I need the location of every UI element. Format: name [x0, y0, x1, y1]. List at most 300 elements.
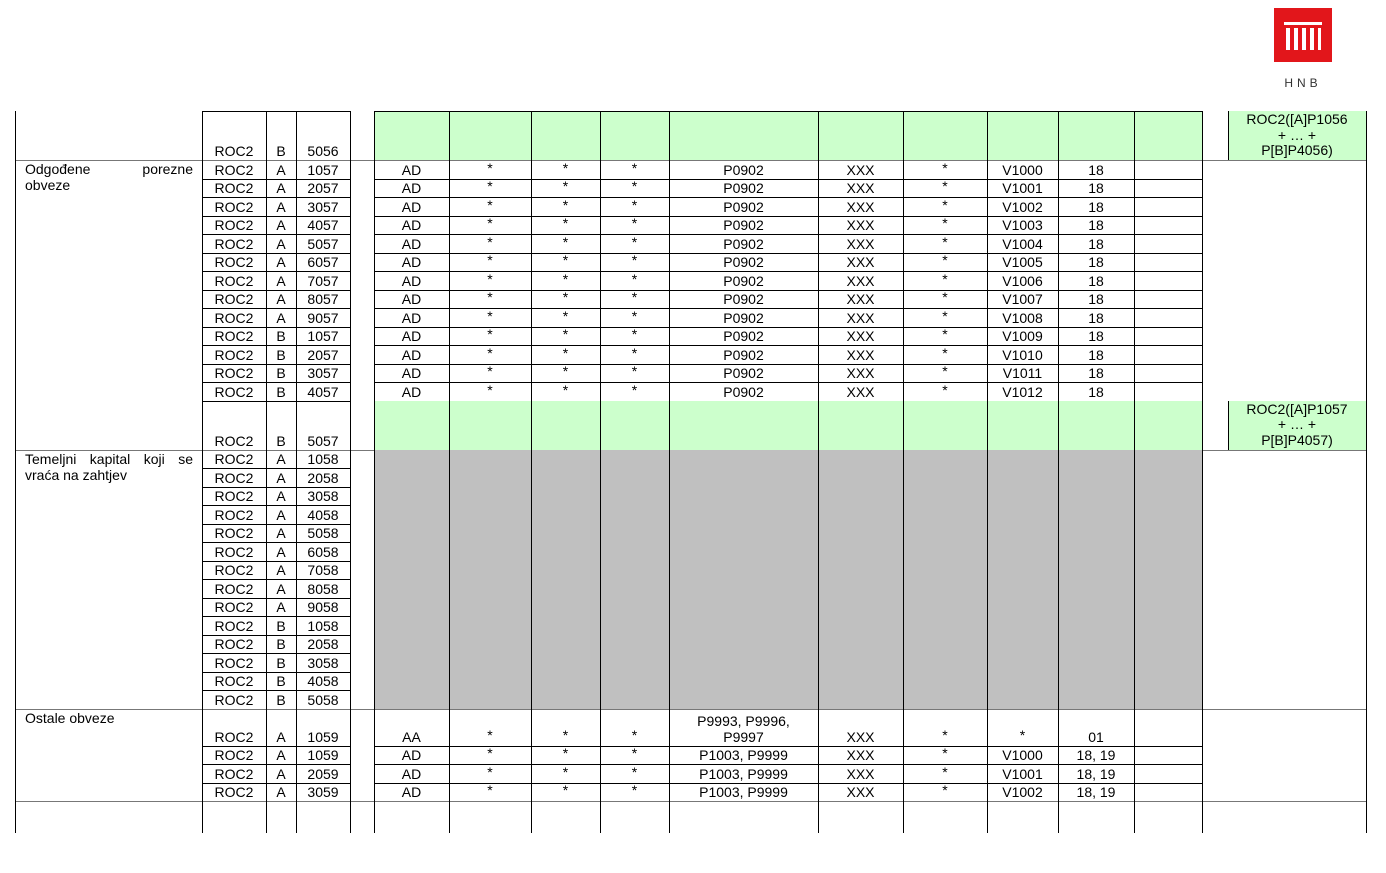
row-line-code: 1058	[307, 451, 339, 467]
row-column-code: B	[276, 383, 286, 400]
row-line-code: 4057	[307, 217, 339, 233]
row-form-code: ROC2	[214, 673, 254, 689]
row-form-code: ROC2	[214, 309, 254, 326]
row-form-code: ROC2	[214, 328, 254, 344]
cell-value: P0902	[723, 180, 764, 196]
row-column-code: A	[276, 198, 286, 215]
cell-value: P1003, P9999	[699, 784, 788, 800]
cell-value: XXX	[846, 365, 875, 381]
row-form-code: ROC2	[214, 784, 254, 800]
sum-fill	[374, 111, 1202, 160]
cell-value: *	[562, 726, 569, 743]
cell-value: AD	[401, 198, 422, 215]
row-column-code: A	[276, 747, 286, 763]
grid-vline	[600, 111, 601, 833]
cell-value: *	[942, 307, 948, 324]
cell-value: XXX	[846, 291, 875, 307]
cell-value: *	[631, 344, 638, 361]
cell-value: *	[942, 363, 948, 379]
cell-value: P0902	[723, 309, 764, 326]
cell-value: XXX	[846, 328, 875, 344]
cell-value: P0902	[723, 198, 764, 215]
row-form-code: ROC2	[214, 272, 254, 289]
cell-value: 18	[1088, 272, 1104, 289]
cell-value: *	[562, 326, 569, 342]
cell-value: XXX	[846, 217, 875, 233]
cell-value: XXX	[846, 272, 875, 289]
row-line-code: 2057	[307, 346, 339, 363]
grid-vline	[669, 111, 670, 833]
cell-value: *	[942, 233, 948, 250]
cell-value: *	[487, 159, 493, 176]
row-divider-left	[202, 401, 350, 402]
cell-value: V1001	[1002, 765, 1043, 782]
cell-value: AD	[401, 217, 422, 233]
grid-vline	[903, 111, 904, 833]
cell-value: *	[1019, 726, 1026, 743]
cell-value: V1010	[1002, 346, 1043, 363]
empty-fill	[374, 505, 1202, 524]
row-column-code: A	[276, 488, 286, 504]
cell-value: AD	[401, 272, 422, 289]
cell-value: V1004	[1002, 235, 1043, 252]
row-column-code: A	[276, 161, 286, 178]
row-line-code: 5058	[307, 691, 339, 708]
cell-value: *	[487, 307, 493, 324]
cell-value: *	[631, 363, 638, 379]
row-line-code: 8058	[307, 580, 339, 597]
row-form-code: ROC2	[214, 654, 254, 671]
cell-value: *	[562, 215, 569, 231]
cell-value: *	[631, 215, 638, 231]
cell-value: AD	[401, 291, 422, 307]
row-form-code: ROC2	[214, 291, 254, 307]
row-form-code: ROC2	[214, 235, 254, 252]
cell-value: 18	[1088, 383, 1104, 400]
cell-value: 18	[1088, 254, 1104, 270]
cell-value: *	[562, 307, 569, 324]
cell-value: P0902	[723, 254, 764, 270]
row-column-code: A	[276, 525, 286, 541]
sum-fill	[374, 401, 1202, 450]
formula-border	[1228, 111, 1229, 160]
sum-formula: + … +	[1277, 126, 1317, 143]
row-line-code: 1059	[307, 728, 339, 745]
grid-vline	[374, 111, 375, 833]
cell-value: *	[631, 381, 638, 398]
row-form-code: ROC2	[214, 488, 254, 504]
row-form-code: ROC2	[214, 469, 254, 486]
cell-value: P9997	[723, 728, 764, 745]
cell-value: V1006	[1002, 272, 1043, 289]
cell-value: *	[942, 344, 948, 361]
cell-value: XXX	[846, 765, 875, 782]
row-form-code: ROC2	[214, 525, 254, 541]
cell-value: *	[487, 326, 493, 342]
cell-value: *	[487, 196, 493, 213]
row-column-code: A	[276, 562, 286, 578]
cell-value: XXX	[846, 747, 875, 763]
cell-value: *	[487, 215, 493, 231]
grid-vline	[350, 111, 351, 833]
cell-value: XXX	[846, 235, 875, 252]
row-form-code: ROC2	[214, 180, 254, 196]
cell-value: *	[631, 159, 638, 176]
cell-value: *	[487, 363, 493, 379]
cell-value: XXX	[846, 198, 875, 215]
empty-fill	[374, 672, 1202, 691]
cell-value: *	[487, 178, 493, 194]
row-form-code: ROC2	[214, 217, 254, 233]
row-line-code: 3057	[307, 198, 339, 215]
cell-value: P0902	[723, 161, 764, 178]
row-form-code: ROC2	[214, 691, 254, 708]
row-column-code: A	[276, 543, 286, 560]
cell-value: *	[487, 252, 493, 268]
row-column-code: A	[276, 728, 286, 745]
grid-vline	[531, 111, 532, 833]
cell-value: 18	[1088, 365, 1104, 381]
row-line-code: 2059	[307, 765, 339, 782]
row-line-code: 4058	[307, 506, 339, 523]
row-line-code: 3058	[307, 488, 339, 504]
cell-value: *	[487, 726, 493, 743]
cell-value: V1011	[1002, 365, 1043, 381]
cell-value: *	[942, 159, 948, 176]
cell-value: AD	[401, 309, 422, 326]
cell-value: P0902	[723, 272, 764, 289]
cell-value: *	[562, 745, 569, 761]
cell-value: *	[631, 782, 638, 798]
sum-formula: ROC2([A]P1056	[1246, 111, 1348, 127]
row-column-code: A	[276, 506, 286, 523]
row-form-code: ROC2	[214, 506, 254, 523]
cell-value: *	[631, 252, 638, 268]
cell-value: *	[942, 381, 948, 398]
cell-value: *	[942, 782, 948, 798]
cell-value: *	[942, 726, 948, 743]
row-line-code: 7057	[307, 272, 339, 289]
cell-value: *	[942, 196, 948, 213]
row-line-code: 3057	[307, 365, 339, 381]
empty-fill	[374, 616, 1202, 635]
cell-value: AD	[401, 235, 422, 252]
cell-value: AD	[401, 383, 422, 400]
cell-value: *	[631, 726, 638, 743]
cell-value: AD	[401, 747, 422, 763]
row-form-code: ROC2	[214, 161, 254, 178]
row-line-code: 4058	[307, 673, 339, 689]
row-line-code: 2058	[307, 469, 339, 486]
cell-value: *	[562, 233, 569, 250]
cell-value: V1000	[1002, 747, 1043, 763]
cell-value: *	[562, 381, 569, 398]
cell-value: *	[942, 215, 948, 231]
cell-value: *	[631, 233, 638, 250]
cell-value: *	[942, 178, 948, 194]
grid-vline	[266, 111, 267, 833]
cell-value: 18, 19	[1076, 765, 1116, 782]
grid-vline	[818, 111, 819, 833]
grid-vline	[202, 111, 203, 833]
row-form-code: ROC2	[214, 143, 254, 159]
row-line-code: 7058	[307, 562, 339, 578]
cell-value: AD	[401, 784, 422, 800]
cell-value: XXX	[846, 346, 875, 363]
table-top	[202, 111, 350, 112]
grid-vline	[449, 111, 450, 833]
row-line-code: 9057	[307, 309, 339, 326]
row-form-code: ROC2	[214, 562, 254, 578]
row-line-code: 1059	[307, 747, 339, 763]
row-column-code: B	[276, 636, 286, 652]
empty-fill	[374, 598, 1202, 617]
empty-fill	[374, 561, 1202, 580]
row-column-code: A	[276, 599, 286, 615]
grid-vline	[1202, 111, 1203, 833]
cell-value: *	[562, 196, 569, 213]
grid-vline	[1134, 111, 1135, 833]
row-column-code: A	[276, 272, 286, 289]
row-column-code: B	[276, 432, 286, 449]
row-form-code: ROC2	[214, 765, 254, 782]
cell-value: V1002	[1002, 784, 1043, 800]
cell-value: V1005	[1002, 254, 1043, 270]
row-form-code: ROC2	[214, 383, 254, 400]
cell-value: *	[562, 344, 569, 361]
row-form-code: ROC2	[214, 254, 254, 270]
row-column-code: A	[276, 451, 286, 467]
row-column-code: A	[276, 180, 286, 196]
row-line-code: 5057	[307, 235, 339, 252]
cell-value: AD	[401, 254, 422, 270]
cell-value: *	[562, 270, 569, 287]
row-column-code: A	[276, 765, 286, 782]
cell-value: AA	[402, 728, 421, 745]
cell-value: V1003	[1002, 217, 1043, 233]
cell-value: XXX	[846, 383, 875, 400]
cell-value: 01	[1088, 728, 1104, 745]
cell-value: *	[562, 763, 569, 780]
cell-value: AD	[401, 180, 422, 196]
cell-value: P0902	[723, 365, 764, 381]
row-column-code: B	[276, 328, 286, 344]
cell-value: AD	[401, 765, 422, 782]
cell-value: *	[631, 270, 638, 287]
cell-value: 18	[1088, 217, 1104, 233]
empty-fill	[374, 524, 1202, 543]
section-label: Odgođene porezne	[25, 161, 193, 177]
cell-value: 18	[1088, 161, 1104, 178]
cell-value: 18, 19	[1076, 747, 1116, 763]
empty-fill	[374, 635, 1202, 654]
row-column-code: B	[276, 365, 286, 381]
row-line-code: 5058	[307, 525, 339, 541]
cell-value: XXX	[846, 728, 875, 745]
cell-value: *	[631, 326, 638, 342]
cell-value: P9993, P9996,	[697, 712, 790, 729]
cell-value: *	[487, 289, 493, 305]
cell-value: *	[562, 159, 569, 176]
cell-value: *	[942, 270, 948, 287]
row-column-code: B	[276, 143, 286, 159]
row-column-code: A	[276, 235, 286, 252]
row-line-code: 1058	[307, 617, 339, 634]
row-column-code: B	[276, 673, 286, 689]
row-form-code: ROC2	[214, 365, 254, 381]
section-divider	[15, 801, 1366, 802]
section-label: Temeljni kapital koji se	[25, 450, 193, 467]
sum-formula: P[B]P4056)	[1261, 142, 1333, 158]
cell-value: AD	[401, 328, 422, 344]
row-column-code: A	[276, 469, 286, 486]
row-form-code: ROC2	[214, 728, 254, 745]
section-label: obveze	[25, 177, 71, 193]
cell-value: 18	[1088, 328, 1104, 344]
row-column-code: A	[276, 254, 286, 270]
row-column-code: A	[276, 291, 286, 307]
cell-value: P0902	[723, 235, 764, 252]
cell-value: *	[942, 289, 948, 305]
cell-value: P0902	[723, 328, 764, 344]
row-form-code: ROC2	[214, 747, 254, 763]
cell-value: *	[942, 763, 948, 780]
row-column-code: A	[276, 217, 286, 233]
cell-value: V1000	[1002, 161, 1043, 178]
cell-value: P0902	[723, 291, 764, 307]
grid-vline	[296, 111, 297, 833]
cell-value: *	[487, 233, 493, 250]
table-left-border	[15, 111, 16, 833]
cell-value: *	[942, 326, 948, 342]
cell-value: *	[631, 289, 638, 305]
grid-vline	[987, 111, 988, 833]
cell-value: *	[631, 196, 638, 213]
cell-value: *	[487, 270, 493, 287]
cell-value: P1003, P9999	[699, 765, 788, 782]
cell-value: *	[631, 763, 638, 780]
row-form-code: ROC2	[214, 617, 254, 634]
cell-value: *	[487, 782, 493, 798]
row-line-code: 1057	[307, 328, 339, 344]
cell-value: *	[631, 745, 638, 761]
cell-value: *	[487, 745, 493, 761]
cell-value: 18	[1088, 235, 1104, 252]
empty-fill	[374, 690, 1202, 709]
row-line-code: 6058	[307, 543, 339, 560]
row-column-code: B	[276, 346, 286, 363]
row-line-code: 5057	[307, 432, 339, 449]
row-column-code: A	[276, 580, 286, 597]
row-line-code: 6057	[307, 254, 339, 270]
empty-fill	[374, 468, 1202, 487]
cell-value: 18, 19	[1076, 784, 1116, 800]
cell-value: P0902	[723, 383, 764, 400]
cell-value: XXX	[846, 784, 875, 800]
row-line-code: 1057	[307, 161, 339, 178]
cell-value: *	[487, 381, 493, 398]
table-top	[374, 111, 1202, 112]
row-form-code: ROC2	[214, 636, 254, 652]
cell-value: *	[562, 782, 569, 798]
row-line-code: 3059	[307, 784, 339, 800]
row-form-code: ROC2	[214, 543, 254, 560]
cell-value: V1002	[1002, 198, 1043, 215]
cell-value: *	[487, 344, 493, 361]
cell-value: 18	[1088, 346, 1104, 363]
cell-value: *	[562, 178, 569, 194]
empty-fill	[374, 487, 1202, 506]
row-line-code: 2057	[307, 180, 339, 196]
row-line-code: 2058	[307, 636, 339, 652]
cell-value: 18	[1088, 198, 1104, 215]
cell-value: AD	[401, 365, 422, 381]
empty-fill	[374, 450, 1202, 469]
section-label: vraća na zahtjev	[25, 466, 127, 483]
table-right-border	[1366, 111, 1367, 833]
sum-formula: ROC2([A]P1057	[1246, 400, 1348, 417]
cell-value: *	[562, 289, 569, 305]
row-form-code: ROC2	[214, 346, 254, 363]
sum-formula: + … +	[1277, 416, 1317, 432]
row-column-code: A	[276, 784, 286, 800]
row-line-code: 8057	[307, 291, 339, 307]
cell-value: XXX	[846, 254, 875, 270]
cell-value: *	[631, 307, 638, 324]
sum-formula: P[B]P4057)	[1261, 431, 1333, 448]
empty-fill	[374, 579, 1202, 598]
row-line-code: 4057	[307, 383, 339, 400]
empty-fill	[374, 542, 1202, 561]
cell-value: V1007	[1002, 291, 1043, 307]
cell-value: AD	[401, 161, 422, 178]
row-column-code: A	[276, 309, 286, 326]
cell-value: V1012	[1002, 383, 1043, 400]
cell-value: XXX	[846, 180, 875, 196]
cell-value: V1008	[1002, 309, 1043, 326]
cell-value: 18	[1088, 291, 1104, 307]
cell-value: V1001	[1002, 180, 1043, 196]
cell-value: *	[631, 178, 638, 194]
cell-value: 18	[1088, 180, 1104, 196]
formula-border	[1228, 401, 1229, 450]
row-form-code: ROC2	[214, 451, 254, 467]
cell-value: XXX	[846, 161, 875, 178]
cell-value: XXX	[846, 309, 875, 326]
row-column-code: B	[276, 654, 286, 671]
empty-fill	[374, 653, 1202, 672]
grid-vline	[1058, 111, 1059, 833]
cell-value: *	[562, 363, 569, 379]
cell-value: *	[942, 252, 948, 268]
row-form-code: ROC2	[214, 599, 254, 615]
cell-value: V1009	[1002, 328, 1043, 344]
row-form-code: ROC2	[214, 580, 254, 597]
cell-value: *	[562, 252, 569, 268]
cell-value: AD	[401, 346, 422, 363]
section-label: Ostale obveze	[25, 709, 115, 726]
row-line-code: 5056	[307, 143, 339, 159]
row-line-code: 3058	[307, 654, 339, 671]
row-form-code: ROC2	[214, 198, 254, 215]
logo-text: HNB	[1284, 76, 1322, 90]
row-line-code: 9058	[307, 599, 339, 615]
cell-value: P0902	[723, 346, 764, 363]
cell-value: *	[487, 763, 493, 780]
row-column-code: B	[276, 617, 286, 634]
row-form-code: ROC2	[214, 432, 254, 449]
cell-value: *	[942, 745, 948, 761]
